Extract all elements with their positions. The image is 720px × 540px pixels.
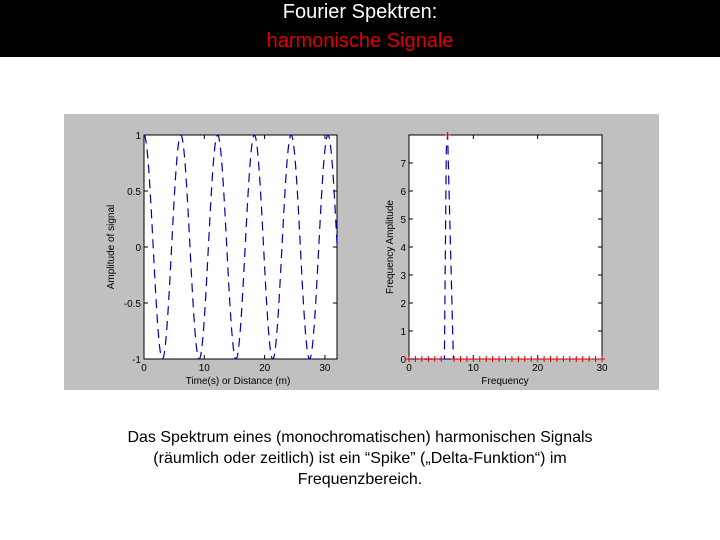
signal-xtick-label: 0 bbox=[141, 363, 147, 374]
spectrum-ytick-label: 1 bbox=[400, 327, 406, 338]
slide-header bbox=[0, 0, 720, 57]
spectrum-plot-area bbox=[409, 135, 602, 359]
signal-ytick-label: 1 bbox=[135, 131, 141, 142]
spectrum-xtick-label: 10 bbox=[467, 363, 479, 374]
signal-ytick-label: 0 bbox=[135, 243, 141, 254]
slide-title: Fourier Spektren: bbox=[282, 1, 438, 23]
signal-ytick-label: 0.5 bbox=[127, 187, 141, 198]
spectrum-ytick-label: 4 bbox=[400, 243, 406, 254]
caption-line: (räumlich oder zeitlich) ist ein “Spike” („Delta-Funktion“) im bbox=[153, 450, 567, 467]
spectrum-xtick-label: 30 bbox=[596, 363, 608, 374]
slide-caption bbox=[60, 427, 660, 490]
signal-ytick-label: -0.5 bbox=[123, 299, 141, 310]
spectrum-ytick-label: 5 bbox=[400, 215, 406, 226]
spectrum-ytick-label: 7 bbox=[400, 159, 406, 170]
signal-plot bbox=[106, 131, 337, 387]
spectrum-xtick-label: 20 bbox=[532, 363, 544, 374]
spectrum-ytick-label: 3 bbox=[400, 271, 406, 282]
spectrum-xtick-label: 0 bbox=[406, 363, 412, 374]
spectrum-ytick-label: 2 bbox=[400, 299, 406, 310]
signal-xtick-label: 20 bbox=[259, 363, 271, 374]
signal-xlabel: Time(s) or Distance (m) bbox=[185, 376, 291, 387]
spectrum-ytick-label: 6 bbox=[400, 187, 406, 198]
slide-subtitle: harmonische Signale bbox=[266, 30, 454, 52]
caption-line: Das Spektrum eines (monochromatischen) harmonischen Signals bbox=[127, 429, 593, 446]
spectrum-ylabel: Frequency Amplitude bbox=[385, 200, 396, 294]
figure-svg bbox=[64, 114, 659, 390]
signal-ytick-label: -1 bbox=[132, 355, 141, 366]
figure-panel bbox=[64, 114, 659, 390]
caption-line: Frequenzbereich. bbox=[297, 471, 423, 488]
signal-xtick-label: 10 bbox=[198, 363, 210, 374]
signal-xtick-label: 30 bbox=[319, 363, 331, 374]
spectrum-ytick-label: 0 bbox=[400, 355, 406, 366]
spectrum-plot bbox=[385, 132, 608, 387]
signal-ylabel: Amplitude of signal bbox=[106, 204, 117, 290]
spectrum-xlabel: Frequency bbox=[481, 376, 529, 387]
